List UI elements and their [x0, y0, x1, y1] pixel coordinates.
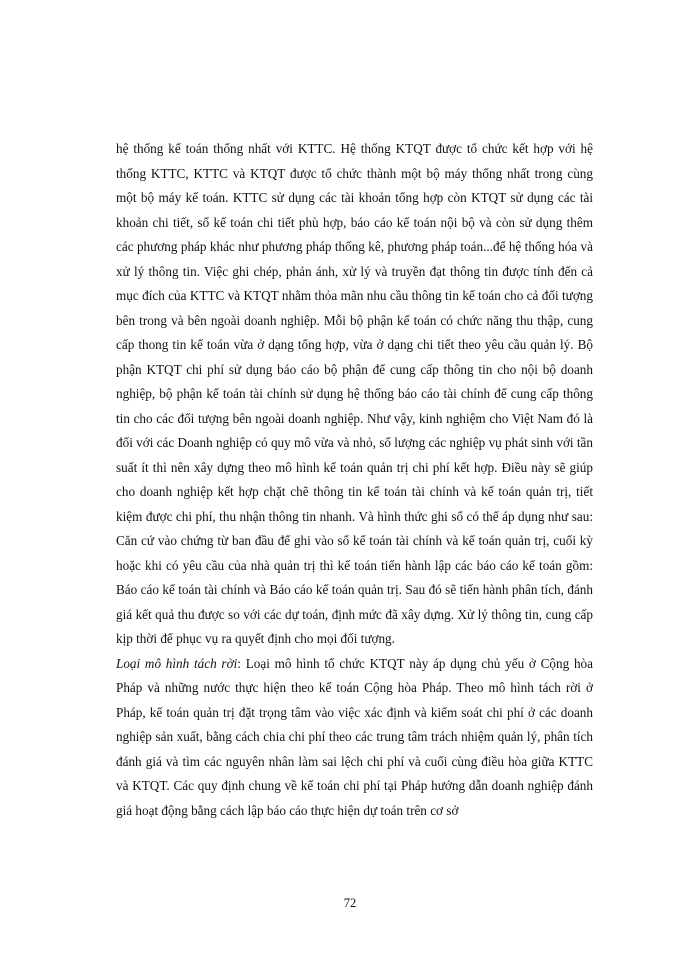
paragraph-2-lead: Loại mô hình tách rời [116, 655, 238, 671]
paragraph-2 [116, 652, 593, 824]
page-number: 72 [343, 896, 357, 910]
paragraph-2-text: : Loại mô hình tổ chức KTQT này áp dụng chủ yếu ở Cộng hòa Pháp và những nước thực hiện theo kế toán Cộng hòa Pháp. Theo mô hình tách rời ở Pháp, kế toán quản trị đặt trọng tâm vào việc xác định và kiểm soát chi phí ở các doanh nghiệp sản xuất, bằng cách chia chi phí theo các trung tâm trách nhiệm quản lý, phân tích đánh giá và tìm các nguyên nhân làm sai lệch chi phí và cuối cùng điều hòa giữa KTTC và KTQT. Các quy định chung về kế toán chi phí tại Pháp hướng dẫn doanh nghiệp đánh giá hoạt động bằng cách lập báo cáo thực hiện dự toán trên cơ sở [116, 655, 593, 818]
paragraph-1-text: hệ thống kế toán thống nhất với KTTC. Hệ thống KTQT được tổ chức kết hợp với hệ thống KTTC, KTTC và KTQT được tổ chức thành một bộ máy thống nhất trong cùng một bộ máy kế toán. KTTC sử dụng các tài khoản tổng hợp còn KTQT sử dụng các tài khoản chi tiết, sổ kế toán chi tiết phù hợp, báo cáo kế toán nội bộ và còn sử dụng thêm các phương pháp khác như phương pháp thống kê, phương pháp toán...để hệ thống hóa và xử lý thông tin. Việc ghi chép, phản ánh, xử lý và truyền đạt thông tin được tính đến cả mục đích của KTTC và KTQT nhằm thỏa mãn nhu cầu thông tin kế toán cho cả đối tượng bên trong và bên ngoài doanh nghiệp. Mỗi bộ phận kế toán có chức năng thu thập, cung cấp thong tin kế toán vừa ở dạng tổng hợp, vừa ở dạng chi tiết theo yêu cầu quản lý. Bộ phận KTQT chi phí sử dụng báo cáo bộ phận để cung cấp thông tin cho nội bộ doanh nghiệp, bộ phận kế toán tài chính sử dụng hệ thống báo cáo tài chính để cung cấp thông tin cho các đối tượng bên ngoài doanh nghiệp. Như vậy, kinh nghiệm cho Việt Nam đó là đối với các Doanh nghiệp có quy mô vừa và nhỏ, số lượng các nghiệp vụ phát sinh với tần suất ít thì nên xây dựng theo mô hình kế toán quản trị chi phí kết hợp. Điều này sẽ giúp cho doanh nghiệp kết hợp chặt chẽ thông tin kế toán tài chính và kế toán quản trị, tiết kiệm được chi phí, thu nhận thông tin nhanh. Và hình thức ghi sổ có thể áp dụng như sau: Căn cứ vào chứng từ ban đầu để ghi vào sổ kế toán tài chính và kế toán quản trị, cuối kỳ hoặc khi có yêu cầu của nhà quản trị thì kế toán tiến hành lập các báo cáo kế toán gồm: Báo cáo kế toán tài chính và Báo cáo kế toán quản trị. Sau đó sẽ tiến hành phân tích, đánh giá kết quả thu được so với các dự toán, định mức đã xây dựng. Xử lý thông tin, cung cấp kịp thời để phục vụ ra quyết định cho mọi đối tượng. [116, 141, 593, 646]
paragraph-1 [116, 137, 593, 652]
body-text [116, 137, 593, 823]
